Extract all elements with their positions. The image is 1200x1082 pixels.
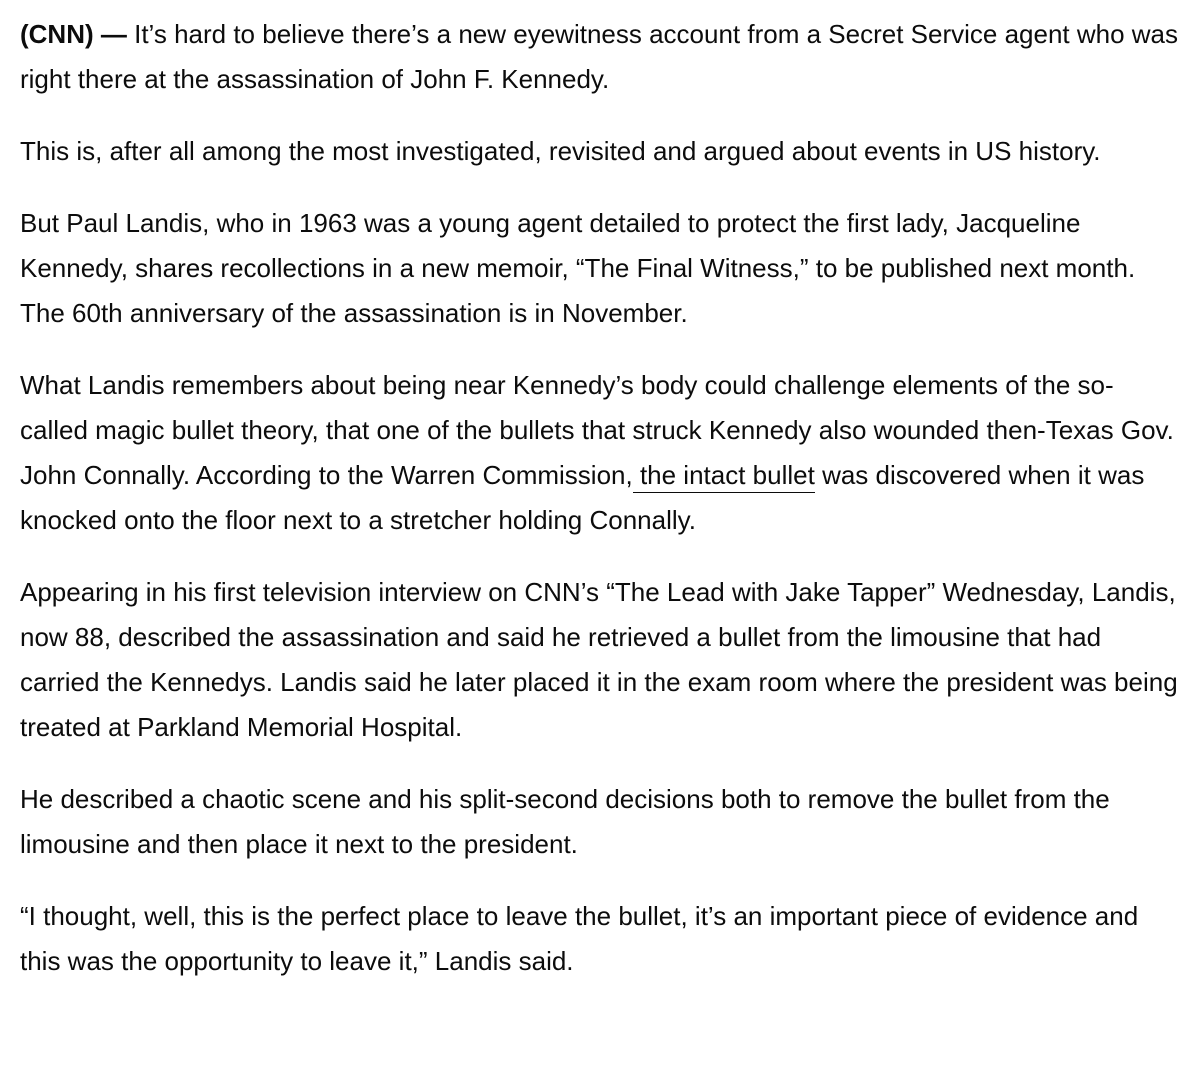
dateline: (CNN) — (20, 19, 127, 49)
paragraph-4-text-before: What Landis remembers about being near Kennedy’s body could challenge elements of the so-called magic bullet theory, that one of the bullets that struck Kennedy also wounded then-Texas Gov. John Connally. According to the Warren Commission, (20, 370, 1174, 490)
paragraph-1-text: It’s hard to believe there’s a new eyewitness account from a Secret Service agent who was right there at the assassination of John F. Kennedy. (20, 19, 1179, 94)
intact-bullet-link[interactable]: the intact bullet (633, 460, 815, 493)
paragraph-1 (20, 12, 1180, 102)
paragraph-2: This is, after all among the most investigated, revisited and argued about events in US history. (20, 136, 1101, 166)
paragraph-5: Appearing in his first television interview on CNN’s “The Lead with Jake Tapper” Wednesday, Landis, now 88, described the assassination and said he retrieved a bullet from the limousine that had carried the Kennedys. Landis said he later placed it in the exam room where the president was being treated at Parkland Memorial Hospital. (20, 577, 1178, 742)
paragraph-4 (20, 363, 1180, 543)
paragraph-3: But Paul Landis, who in 1963 was a young agent detailed to protect the first lady, Jacqueline Kennedy, shares recollections in a new memoir, “The Final Witness,” to be published next month. The 60th anniversary of the assassination is in November. (20, 208, 1136, 328)
paragraph-7: “I thought, well, this is the perfect place to leave the bullet, it’s an important piece of evidence and this was the opportunity to leave it,” Landis said. (20, 901, 1139, 976)
paragraph-4-text-after: was discovered when it was knocked onto the floor next to a stretcher holding Connally. (20, 460, 1145, 535)
paragraph-6: He described a chaotic scene and his split-second decisions both to remove the bullet from the limousine and then place it next to the president. (20, 784, 1110, 859)
